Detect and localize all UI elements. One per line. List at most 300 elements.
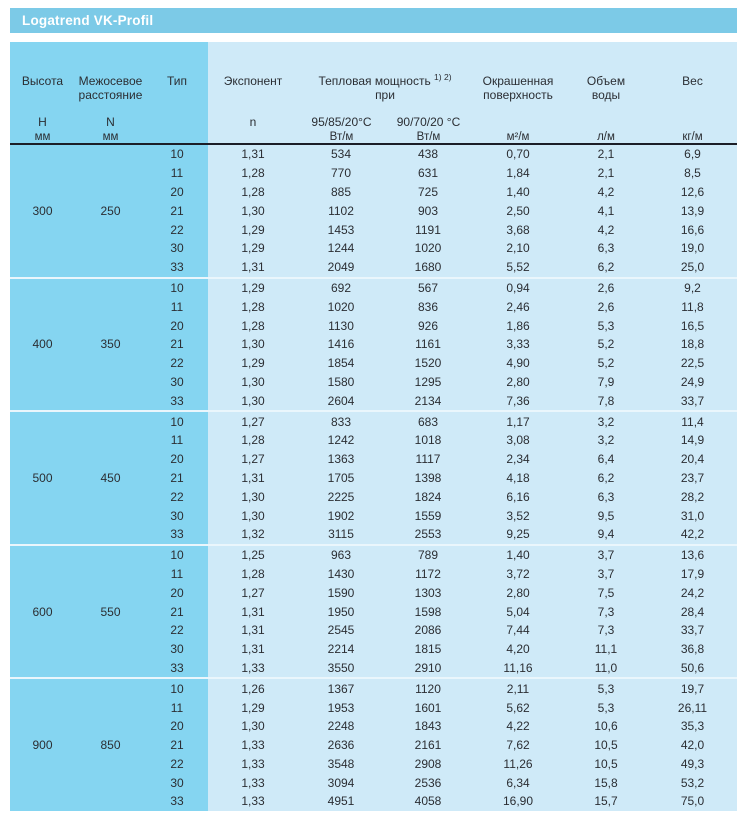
table-row	[10, 602, 737, 621]
weight-cell: 33,7	[680, 623, 705, 638]
power90-cell: 1843	[414, 719, 442, 734]
column-header-distance	[75, 42, 146, 143]
exponent-cell: 1,33	[241, 794, 265, 809]
exponent-cell: 1,30	[241, 393, 265, 408]
exponent-cell: 1,33	[241, 756, 265, 771]
exponent-cell: 1,29	[241, 241, 265, 256]
volume-cell: 2,1	[597, 147, 615, 162]
table-row	[10, 525, 737, 544]
exponent-cell: 1,30	[241, 374, 265, 389]
power95-cell: 1430	[327, 566, 355, 581]
volume-cell: 2,1	[597, 166, 615, 181]
height-cell: 900	[32, 738, 53, 753]
table-row	[10, 354, 737, 373]
height-cell: 400	[32, 337, 53, 352]
exponent-cell: 1,27	[241, 452, 265, 467]
radiator-spec-table	[10, 42, 737, 811]
exponent-cell: 1,28	[241, 318, 265, 333]
exponent-cell: 1,27	[241, 585, 265, 600]
weight-cell: 13,9	[680, 203, 705, 218]
exponent-cell: 1,28	[241, 566, 265, 581]
volume-cell: 4,2	[597, 184, 615, 199]
power90-cell: 2536	[414, 775, 442, 790]
exponent-cell: 1,31	[241, 147, 265, 162]
table-title-bar	[10, 8, 737, 33]
weight-cell: 16,5	[680, 318, 705, 333]
type-cell: 21	[170, 738, 184, 753]
volume-cell: 4,1	[597, 203, 615, 218]
exponent-cell: 1,28	[241, 299, 265, 314]
weight-cell: 35,3	[680, 719, 705, 734]
surface-cell: 7,36	[506, 393, 530, 408]
exponent-cell: 1,31	[241, 470, 265, 485]
column-symbol: H	[38, 115, 47, 129]
type-cell: 33	[170, 794, 184, 809]
weight-cell: 11,4	[681, 414, 704, 429]
volume-cell: 7,8	[597, 393, 615, 408]
weight-cell: 24,2	[680, 585, 705, 600]
type-cell: 10	[170, 681, 184, 696]
type-cell: 11	[170, 433, 184, 448]
column-header-volume	[564, 42, 648, 143]
volume-cell: 5,3	[597, 318, 615, 333]
weight-cell: 22,5	[680, 356, 705, 371]
column-header-exponent	[208, 42, 298, 143]
type-cell: 21	[170, 203, 184, 218]
power90-cell: 1398	[414, 470, 442, 485]
surface-cell: 1,84	[506, 166, 530, 181]
power90-cell: 2553	[414, 527, 442, 542]
exponent-cell: 1,30	[241, 203, 265, 218]
table-row	[10, 736, 737, 755]
surface-cell: 3,68	[506, 222, 530, 237]
table-row	[10, 717, 737, 736]
column-symbol: n	[249, 115, 257, 129]
weight-cell: 11,8	[681, 299, 704, 314]
exponent-cell: 1,30	[241, 337, 265, 352]
volume-cell: 2,6	[597, 299, 615, 314]
power95-cell: 1244	[327, 241, 355, 256]
power95-cell: 1854	[327, 356, 355, 371]
power90-cell: 2134	[414, 393, 442, 408]
surface-cell: 6,34	[506, 775, 530, 790]
volume-cell: 3,7	[597, 566, 615, 581]
power95-cell: 1102	[328, 203, 354, 218]
volume-cell: 11,1	[594, 642, 618, 657]
distance-cell: 250	[100, 203, 121, 218]
surface-cell: 2,46	[506, 299, 530, 314]
column-header-weight	[648, 42, 737, 143]
power95-cell: 4951	[327, 794, 355, 809]
power95-cell: 1902	[327, 508, 355, 523]
power90-cell: 1598	[414, 604, 442, 619]
table-row	[10, 145, 737, 164]
surface-cell: 2,80	[506, 585, 530, 600]
surface-cell: 4,22	[506, 719, 530, 734]
volume-cell: 11,0	[594, 660, 618, 675]
power90-cell: 1559	[414, 508, 442, 523]
volume-cell: 15,8	[594, 775, 618, 790]
power95-cell: 1453	[327, 222, 355, 237]
table-row	[10, 469, 737, 488]
power90-cell: 1680	[414, 260, 442, 275]
power95-cell: 2248	[327, 719, 355, 734]
volume-cell: 9,5	[597, 508, 615, 523]
table-row	[10, 487, 737, 506]
table-row	[10, 239, 737, 258]
footnote-marks: 1) 2)	[434, 72, 452, 82]
temp-regime: 95/85/20°C	[311, 115, 372, 129]
power90-cell: 789	[417, 548, 439, 563]
power95-cell: 3550	[327, 660, 355, 675]
power95-cell: 534	[330, 147, 352, 162]
weight-cell: 17,9	[680, 566, 705, 581]
exponent-cell: 1,28	[241, 184, 265, 199]
type-cell: 11	[170, 166, 184, 181]
surface-cell: 2,80	[506, 374, 530, 389]
height-group-900	[10, 677, 737, 811]
type-cell: 11	[170, 700, 184, 715]
weight-cell: 16,6	[680, 222, 705, 237]
surface-cell: 3,72	[506, 566, 530, 581]
surface-cell: 1,86	[506, 318, 530, 333]
surface-cell: 9,25	[506, 527, 530, 542]
volume-cell: 7,9	[597, 374, 615, 389]
type-cell: 22	[170, 489, 184, 504]
type-cell: 33	[170, 260, 184, 275]
surface-cell: 2,11	[506, 681, 530, 696]
type-cell: 10	[170, 548, 184, 563]
weight-cell: 75,0	[680, 794, 705, 809]
table-row	[10, 412, 737, 431]
table-row	[10, 773, 737, 792]
column-unit: мм	[34, 131, 51, 143]
volume-cell: 10,5	[594, 756, 618, 771]
column-unit: л/м	[597, 131, 615, 143]
exponent-cell: 1,33	[241, 775, 265, 790]
exponent-cell: 1,30	[241, 489, 265, 504]
type-cell: 22	[170, 356, 184, 371]
exponent-cell: 1,30	[241, 719, 265, 734]
power95-cell: 1705	[327, 470, 355, 485]
volume-cell: 6,3	[597, 241, 615, 256]
power90-cell: 1120	[415, 681, 441, 696]
table-row	[10, 258, 737, 277]
power95-cell: 2604	[327, 393, 355, 408]
column-label: Окрашенная поверхность	[482, 74, 554, 102]
type-cell: 10	[170, 280, 184, 295]
exponent-cell: 1,28	[241, 433, 265, 448]
power95-cell: 1020	[327, 299, 355, 314]
power90-cell: 2161	[414, 738, 442, 753]
table-row	[10, 621, 737, 640]
type-cell: 20	[170, 585, 184, 600]
height-cell: 300	[32, 203, 53, 218]
surface-cell: 5,52	[506, 260, 530, 275]
type-cell: 22	[170, 222, 184, 237]
table-row	[10, 679, 737, 698]
power-subcolumn-95	[298, 116, 385, 145]
surface-cell: 1,40	[506, 184, 530, 199]
exponent-cell: 1,31	[241, 260, 265, 275]
power95-cell: 1580	[327, 374, 355, 389]
weight-cell: 42,0	[680, 738, 705, 753]
volume-cell: 10,6	[594, 719, 618, 734]
power90-cell: 1824	[414, 489, 442, 504]
table-row	[10, 391, 737, 410]
column-label: Экспонент	[223, 74, 283, 88]
distance-cell: 550	[100, 604, 121, 619]
weight-cell: 25,0	[680, 260, 705, 275]
table-row	[10, 640, 737, 659]
type-cell: 20	[170, 452, 184, 467]
height-group-600	[10, 544, 737, 678]
weight-cell: 36,8	[680, 642, 705, 657]
column-unit: кг/м	[682, 131, 703, 143]
weight-cell: 42,2	[680, 527, 705, 542]
power-subcolumn-90	[385, 116, 472, 145]
surface-cell: 0,94	[506, 280, 530, 295]
power90-cell: 903	[417, 203, 439, 218]
power90-cell: 1303	[414, 585, 442, 600]
exponent-cell: 1,25	[241, 548, 265, 563]
table-row	[10, 183, 737, 202]
type-cell: 33	[170, 660, 184, 675]
volume-cell: 2,6	[597, 280, 615, 295]
type-cell: 22	[170, 756, 184, 771]
power90-cell: 836	[417, 299, 439, 314]
power95-cell: 1953	[327, 700, 355, 715]
surface-cell: 11,16	[503, 660, 533, 675]
table-row	[10, 431, 737, 450]
exponent-cell: 1,29	[241, 700, 265, 715]
surface-cell: 2,10	[506, 241, 530, 256]
type-cell: 10	[170, 414, 184, 429]
volume-cell: 5,2	[597, 356, 615, 371]
weight-cell: 6,9	[684, 147, 701, 162]
power95-cell: 692	[330, 280, 352, 295]
power90-cell: 1601	[414, 700, 442, 715]
column-label: Тип	[166, 74, 187, 88]
power90-cell: 1020	[414, 241, 442, 256]
power90-cell: 2908	[414, 756, 442, 771]
column-unit: Вт/м	[416, 131, 441, 143]
power90-cell: 567	[417, 280, 439, 295]
surface-cell: 3,08	[506, 433, 530, 448]
height-cell: 600	[32, 604, 53, 619]
weight-cell: 13,6	[680, 548, 705, 563]
height-group-500	[10, 410, 737, 544]
power-label: Тепловая мощность	[318, 74, 431, 88]
column-unit: м²/м	[506, 131, 530, 143]
column-label	[298, 72, 472, 116]
power90-cell: 631	[417, 166, 439, 181]
distance-cell: 350	[100, 337, 121, 352]
power90-cell: 1520	[414, 356, 442, 371]
column-symbol: N	[106, 115, 115, 129]
power90-cell: 1191	[415, 222, 441, 237]
weight-cell: 12,6	[680, 184, 705, 199]
column-header-type	[146, 42, 208, 143]
volume-cell: 5,3	[597, 681, 615, 696]
column-header-height	[10, 42, 75, 143]
exponent-cell: 1,30	[241, 508, 265, 523]
table-row	[10, 335, 737, 354]
weight-cell: 20,4	[680, 452, 705, 467]
exponent-cell: 1,29	[241, 280, 265, 295]
exponent-cell: 1,33	[241, 738, 265, 753]
volume-cell: 6,2	[597, 470, 615, 485]
power95-cell: 1367	[327, 681, 355, 696]
surface-cell: 7,44	[506, 623, 530, 638]
surface-cell: 11,26	[503, 756, 533, 771]
weight-cell: 19,7	[680, 681, 705, 696]
volume-cell: 5,2	[597, 337, 615, 352]
column-label: Вес	[682, 74, 703, 88]
power95-cell: 3548	[327, 756, 355, 771]
volume-cell: 6,4	[597, 452, 615, 467]
exponent-cell: 1,26	[241, 681, 265, 696]
table-row	[10, 373, 737, 392]
weight-cell: 26,11	[677, 700, 708, 715]
type-cell: 33	[170, 393, 184, 408]
weight-cell: 33,7	[680, 393, 705, 408]
column-unit: Вт/м	[329, 131, 354, 143]
column-label: Высота	[21, 74, 64, 88]
power95-cell: 3094	[327, 775, 355, 790]
distance-cell: 850	[100, 738, 121, 753]
weight-cell: 31,0	[680, 508, 705, 523]
power90-cell: 1815	[414, 642, 442, 657]
surface-cell: 3,33	[506, 337, 530, 352]
type-cell: 30	[170, 642, 184, 657]
volume-cell: 3,2	[597, 414, 615, 429]
surface-cell: 4,20	[506, 642, 530, 657]
table-body	[10, 145, 737, 811]
surface-cell: 5,04	[506, 604, 530, 619]
volume-cell: 9,4	[597, 527, 615, 542]
page-title: Logatrend VK-Profil	[22, 13, 154, 28]
type-cell: 11	[170, 299, 184, 314]
exponent-cell: 1,29	[241, 356, 265, 371]
surface-cell: 2,50	[506, 203, 530, 218]
weight-cell: 18,8	[680, 337, 705, 352]
table-row	[10, 201, 737, 220]
power-at-label: при	[375, 87, 395, 102]
volume-cell: 3,7	[597, 548, 615, 563]
column-label: Межосевое расстояние	[78, 74, 143, 102]
column-unit: мм	[102, 131, 119, 143]
type-cell: 30	[170, 374, 184, 389]
exponent-cell: 1,33	[241, 660, 265, 675]
power95-cell: 1130	[328, 318, 354, 333]
power95-cell: 3115	[328, 527, 354, 542]
power90-cell: 1295	[414, 374, 442, 389]
column-label: Объем воды	[586, 74, 626, 102]
power90-cell: 725	[417, 184, 439, 199]
column-header-power	[298, 42, 472, 143]
volume-cell: 10,5	[594, 738, 618, 753]
type-cell: 30	[170, 775, 184, 790]
table-row	[10, 506, 737, 525]
power95-cell: 2545	[327, 623, 355, 638]
volume-cell: 7,3	[597, 623, 615, 638]
table-row	[10, 755, 737, 774]
power95-cell: 1950	[327, 604, 355, 619]
surface-cell: 4,90	[506, 356, 530, 371]
exponent-cell: 1,31	[241, 642, 265, 657]
volume-cell: 7,3	[597, 604, 615, 619]
power90-cell: 2086	[414, 623, 442, 638]
power95-cell: 2225	[327, 489, 355, 504]
volume-cell: 6,3	[597, 489, 615, 504]
power90-cell: 1172	[415, 566, 441, 581]
power90-cell: 1161	[415, 337, 441, 352]
surface-cell: 16,90	[502, 794, 534, 809]
table-row	[10, 792, 737, 811]
weight-cell: 50,6	[680, 660, 705, 675]
table-row	[10, 164, 737, 183]
power95-cell: 833	[330, 414, 352, 429]
type-cell: 20	[170, 719, 184, 734]
surface-cell: 3,52	[506, 508, 530, 523]
exponent-cell: 1,32	[241, 527, 265, 542]
surface-cell: 2,34	[506, 452, 530, 467]
power95-cell: 1242	[327, 433, 355, 448]
table-row	[10, 546, 737, 565]
weight-cell: 28,2	[680, 489, 705, 504]
power90-cell: 1018	[414, 433, 442, 448]
surface-cell: 4,18	[506, 470, 530, 485]
exponent-cell: 1,28	[241, 166, 265, 181]
table-row	[10, 583, 737, 602]
exponent-cell: 1,29	[241, 222, 265, 237]
weight-cell: 19,0	[680, 241, 705, 256]
type-cell: 11	[170, 566, 184, 581]
power90-cell: 1117	[415, 452, 441, 467]
surface-cell: 0,70	[506, 147, 530, 162]
height-cell: 500	[32, 470, 53, 485]
table-row	[10, 659, 737, 678]
volume-cell: 3,2	[597, 433, 615, 448]
exponent-cell: 1,27	[241, 414, 265, 429]
power90-cell: 2910	[414, 660, 442, 675]
power95-cell: 963	[330, 548, 352, 563]
power95-cell: 885	[330, 184, 352, 199]
power95-cell: 2636	[327, 738, 355, 753]
surface-cell: 5,62	[506, 700, 530, 715]
power95-cell: 2214	[327, 642, 355, 657]
type-cell: 33	[170, 527, 184, 542]
volume-cell: 5,3	[597, 700, 615, 715]
type-cell: 21	[170, 604, 184, 619]
volume-cell: 7,5	[597, 585, 615, 600]
table-header	[10, 42, 737, 145]
weight-cell: 23,7	[680, 470, 705, 485]
power95-cell: 770	[330, 166, 352, 181]
table-row	[10, 565, 737, 584]
weight-cell: 9,2	[684, 280, 701, 295]
exponent-cell: 1,31	[241, 623, 265, 638]
distance-cell: 450	[100, 470, 121, 485]
volume-cell: 4,2	[597, 222, 615, 237]
table-row	[10, 297, 737, 316]
surface-cell: 1,40	[506, 548, 530, 563]
type-cell: 21	[170, 470, 184, 485]
power90-cell: 4058	[414, 794, 442, 809]
power-subcolumns	[298, 116, 472, 145]
table-row	[10, 450, 737, 469]
